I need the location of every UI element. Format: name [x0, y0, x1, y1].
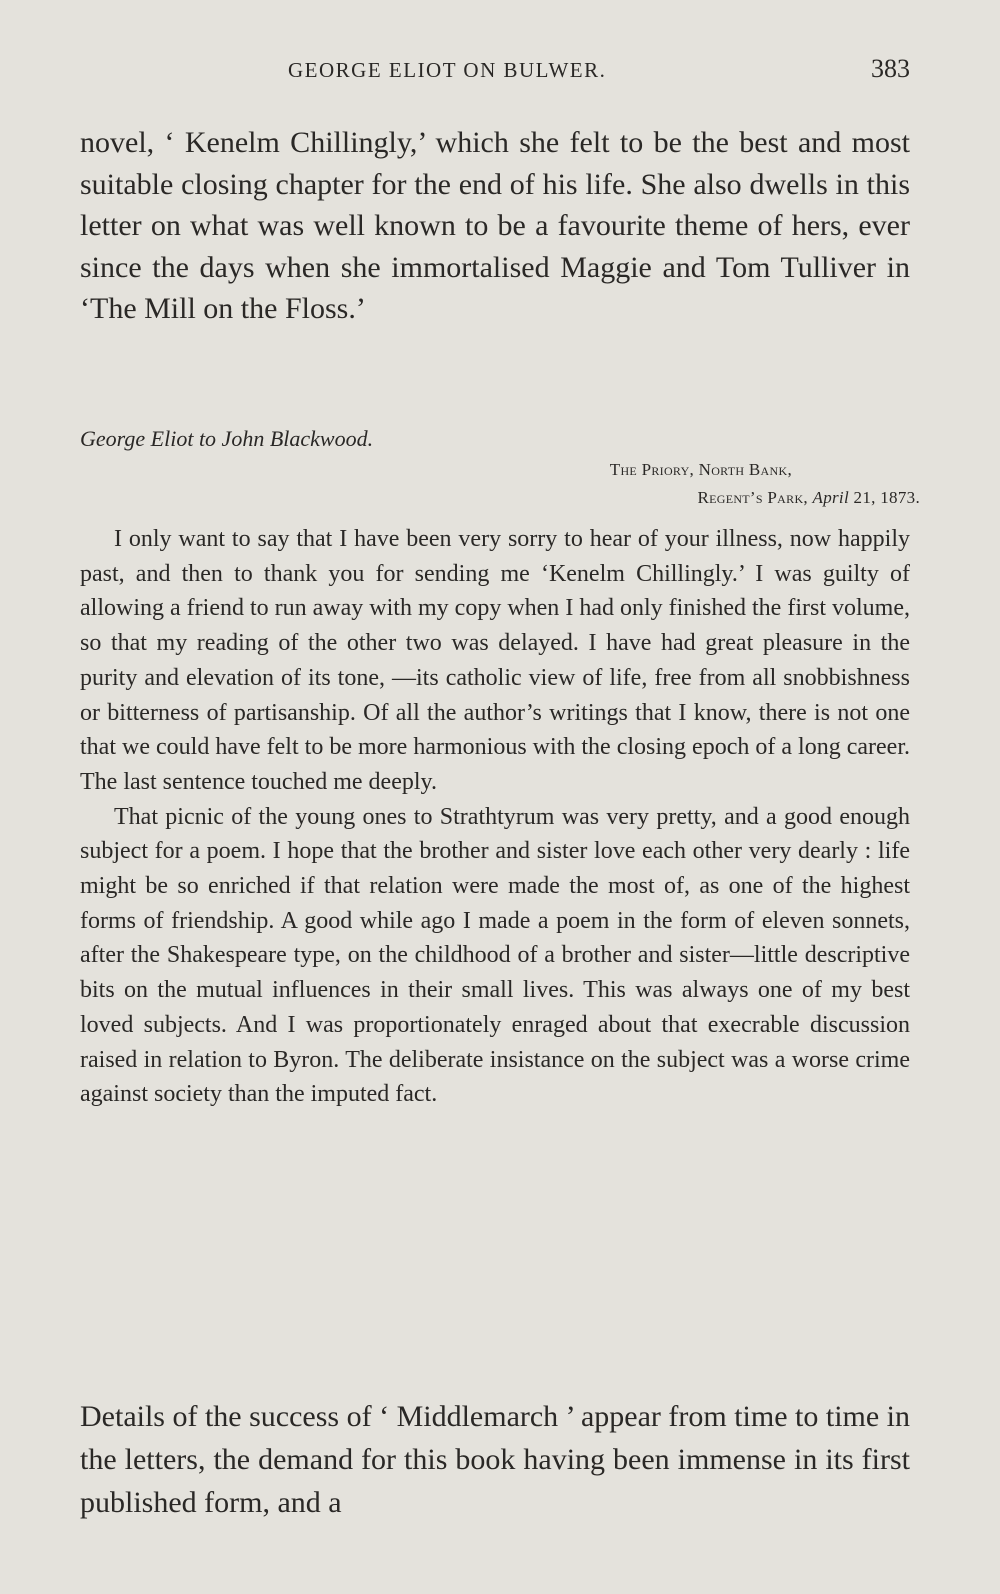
closing-paragraph: Details of the success of ‘ Middlemarch ’ appear from time to time in the letters, the demand for this book having been immense in its first published form, and a	[80, 1400, 911, 1519]
intro-paragraph: novel, ‘ Kenelm Chillingly,’ which she felt to be the best and most suitable closing chapter for the end of his life. She also dwells in this letter on what was well known to be a favourite theme of hers, ever since the days when she immortalised Maggie and Tom Tulliver in ‘The Mill on the Floss.’	[80, 126, 910, 325]
address-month: April	[812, 488, 849, 507]
letter-salutation: George Eliot to John Blackwood.	[80, 426, 374, 451]
address-place: Regent’s Park,	[697, 488, 808, 507]
running-head: GEORGE ELIOT ON BULWER.	[288, 58, 607, 82]
letter-paragraph: I only want to say that I have been very sorry to hear of your illness, now happily past, and then to thank you for sending me ‘Kenelm Chillingly.’ I was guilty of allowing a friend to run away with my copy when I had only finished the first volume, so that my reading of the other two was delayed. I have had great pleasure in the purity and elevation of its tone, —its catholic view of life, free from all snobbishness or bitterness of partisanship. Of all the author’s writings that I know, there is not one that we could have felt to be more harmonious with the closing epoch of a long career. The last sentence touched me deeply.	[80, 526, 910, 795]
letter-body	[80, 522, 910, 1112]
address-line-2	[320, 484, 920, 512]
letter-address	[320, 456, 920, 512]
address-line-1: The Priory, North Bank,	[609, 460, 792, 479]
address-date: 21, 1873.	[853, 488, 920, 507]
page-header	[80, 54, 910, 98]
letter-paragraph: That picnic of the young ones to Strathtyrum was very pretty, and a good enough subject for a poem. I hope that the brother and sister love each other very dearly : life might be so enriched if that relation were made the most of, as one of the highest forms of friendship. A good while ago I made a poem in the form of eleven sonnets, after the Shakespeare type, on the childhood of a brother and sister—little descriptive bits on the mutual influences in their small lives. This was always one of my best loved subjects. And I was proportionately enraged about that execrable discussion raised in relation to Byron. The deliberate insistance on the subject was a worse crime against society than the imputed fact.	[80, 803, 910, 1108]
page-number: 383	[871, 54, 910, 83]
